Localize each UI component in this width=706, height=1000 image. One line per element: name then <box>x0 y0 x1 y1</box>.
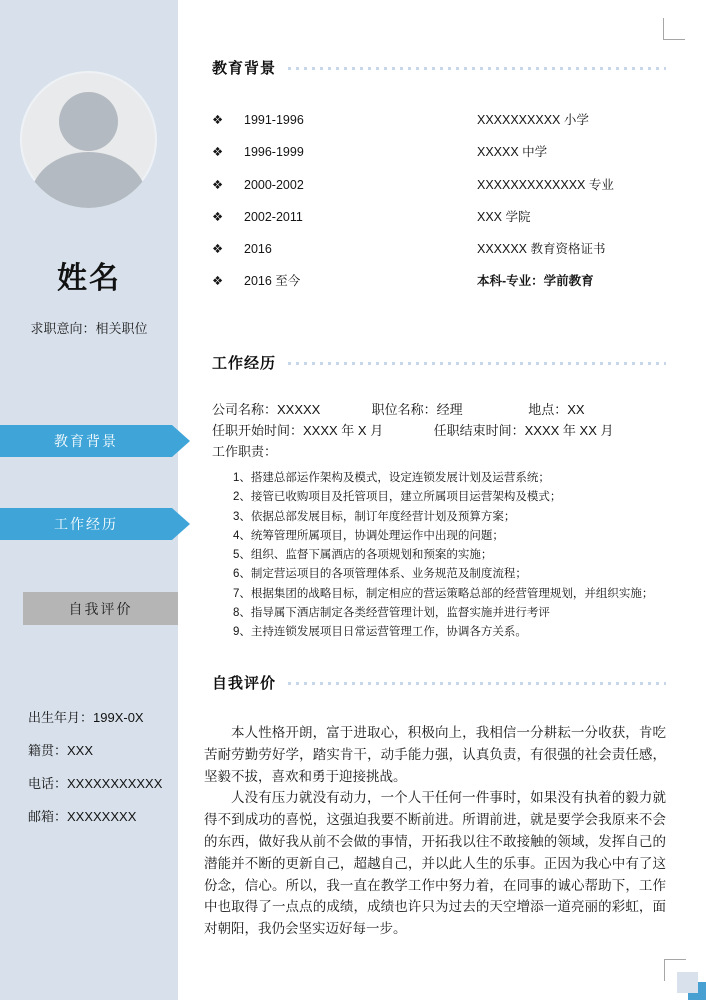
sidebar-item-self-evaluation <box>23 592 178 625</box>
education-row <box>212 104 666 136</box>
duty-item: 7、根据集团的战略目标，制定相应的营运策略总部的经营管理规划，并组织实施； <box>233 587 654 600</box>
email: 邮箱：XXXXXXXX <box>28 809 137 824</box>
work-section-title: 工作经历 <box>212 355 277 372</box>
self-evaluation-section-header <box>212 672 666 693</box>
position-name: 职位名称：经理 <box>371 402 463 417</box>
education-detail: 本科-专业：学前教育 <box>477 274 594 289</box>
education-time: 1996-1999 <box>244 145 304 160</box>
job-objective: 求职意向：相关职位 <box>30 321 148 336</box>
diamond-bullet-icon: ❖ <box>212 113 224 127</box>
main-content <box>178 0 706 1000</box>
sidebar-item-education <box>0 425 172 457</box>
duties-list <box>233 469 673 643</box>
education-section-header <box>212 57 666 78</box>
education-detail: XXXXX 中学 <box>477 145 548 160</box>
duty-item: 8、指导属下酒店制定各类经营管理计划，监督实施并进行考评 <box>233 607 550 620</box>
duty-item: 2、接管已收购项目及托管项目，建立所属项目运营架构及模式； <box>233 491 562 504</box>
end-date: 任职结束时间：XXXX 年 XX 月 <box>433 423 614 438</box>
education-time: 2016 至今 <box>244 274 301 289</box>
education-detail: XXX 学院 <box>477 209 531 224</box>
duty-item: 3、依据总部发展目标，制订年度经营计划及预算方案； <box>233 510 516 523</box>
dotted-divider <box>288 682 666 685</box>
sidebar-item-self-evaluation-label: 自我评价 <box>68 600 133 617</box>
duty-item: 4、统筹管理所属项目，协调处理运作中出现的问题； <box>233 529 504 542</box>
education-row <box>212 169 666 201</box>
duty-item: 9、主持连锁发展项目日常运营管理工作，协调各方关系。 <box>233 626 527 639</box>
work-section-header <box>212 352 666 373</box>
native-place: 籍贯：XXX <box>28 743 94 758</box>
education-section-title: 教育背景 <box>212 60 277 77</box>
dotted-divider <box>288 362 666 365</box>
contact-info <box>28 708 173 840</box>
education-row <box>212 233 666 265</box>
sidebar-item-education-label: 教育背景 <box>54 433 118 449</box>
education-row <box>212 265 666 297</box>
work-summary <box>212 399 682 462</box>
period-line <box>212 420 682 441</box>
diamond-bullet-icon: ❖ <box>212 177 224 192</box>
sidebar-item-work-label: 工作经历 <box>54 516 118 532</box>
dotted-divider <box>288 67 666 70</box>
duty-item: 5、组织、监督下属酒店的各项规划和预案的实施； <box>233 549 493 562</box>
education-list <box>212 104 666 298</box>
education-time: 1991-1996 <box>244 113 304 127</box>
avatar <box>20 71 157 208</box>
crop-mark-top-right <box>663 18 685 40</box>
sidebar-item-work <box>0 508 172 540</box>
education-detail: XXXXXXXXXXXXX 专业 <box>477 177 614 192</box>
candidate-name: 姓名 <box>57 262 121 295</box>
diamond-bullet-icon: ❖ <box>212 242 224 257</box>
location: 地点：XX <box>528 402 585 417</box>
self-evaluation-section-title: 自我评价 <box>212 675 277 692</box>
sidebar <box>0 0 178 1000</box>
phone: 电话：XXXXXXXXXXX <box>28 776 163 791</box>
birth-date: 出生年月：199X-0X <box>28 710 144 725</box>
diamond-bullet-icon: ❖ <box>212 145 224 160</box>
start-date: 任职开始时间：XXXX 年 X 月 <box>212 423 384 438</box>
diamond-bullet-icon: ❖ <box>212 209 224 224</box>
company-line <box>212 399 682 420</box>
person-head-icon <box>59 92 118 151</box>
self-evaluation-paragraph: 本人性格开朗，富于进取心，积极向上，我相信一分耕耘一分收获，肯吃苦耐劳勤劳好学，踏实肯干，动手能力强，认真负责，有很强的社会责任感，坚毅不拔，喜欢和勇于迎接挑战。 <box>204 725 666 784</box>
person-shoulders-icon <box>30 152 147 208</box>
duties-label: 工作职责： <box>212 444 278 459</box>
self-evaluation-text <box>204 722 666 940</box>
duty-item: 6、制定营运项目的各项管理体系、业务规范及制度流程； <box>233 568 527 581</box>
decor-square-light <box>677 972 698 993</box>
diamond-bullet-icon: ❖ <box>212 274 224 289</box>
education-detail: XXXXXXXXXX 小学 <box>477 113 589 127</box>
education-row <box>212 201 666 233</box>
company-name: 公司名称：XXXXX <box>212 402 321 417</box>
education-time: 2000-2002 <box>244 177 304 192</box>
education-time: 2002-2011 <box>244 209 303 224</box>
self-evaluation-paragraph: 人没有压力就没有动力，一个人干任何一件事时，如果没有执着的毅力就得不到成功的喜悦，这强迫我要不断前进。所谓前进，就是要学会我原来不会的东西，做好我从前不会做的事情，开拓我以往不敢接触的领域，发挥自己的潜能并不断的更新自己，超越自己，并以此人生的乐事。正因为我心中有了这份念，信心。所以，我一直在教学工作中努力着，在同事的诚心帮助下，工作中也取得了一点点的成绩，成绩也许只为过去的天空增添一道亮丽的彩虹，面对朝阳，我仍会坚实迈好每一步。 <box>204 790 666 937</box>
education-detail: XXXXXX 教育资格证书 <box>477 242 606 257</box>
education-time: 2016 <box>244 242 272 257</box>
education-row <box>212 136 666 168</box>
duty-item: 1、搭建总部运作架构及模式，设定连锁发展计划及运营系统； <box>233 472 550 484</box>
